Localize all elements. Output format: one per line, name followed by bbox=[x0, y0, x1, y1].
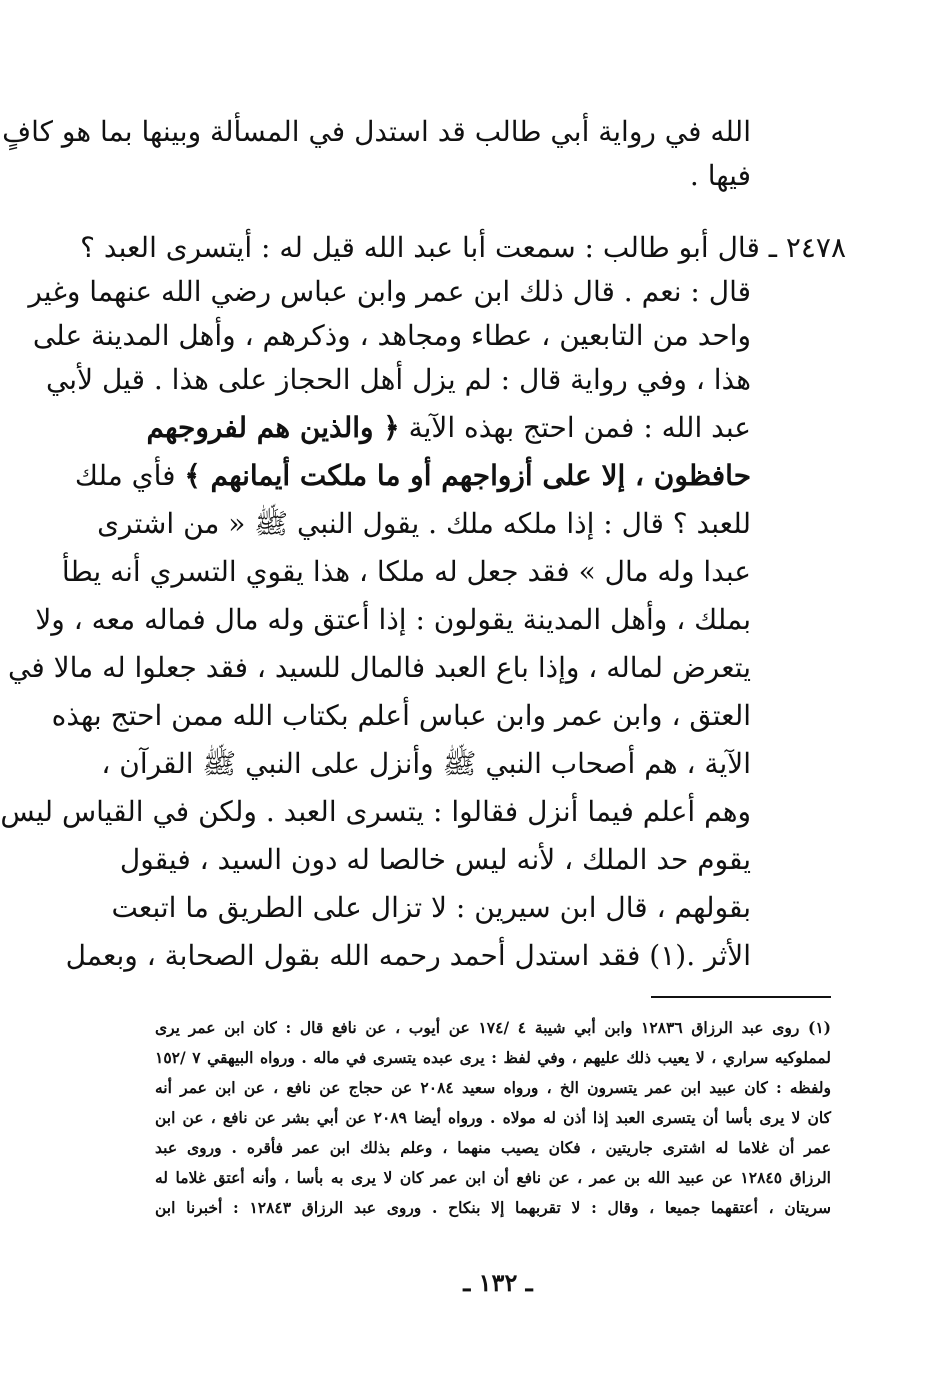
quran-verse: حافظون ، إلا على أزواجهم أو ما ملكت أيمانهم ﴾ bbox=[184, 459, 751, 492]
entry-number: ٢٤٧٨ ـ bbox=[768, 231, 846, 264]
intro-line: فيها . bbox=[689, 159, 751, 192]
entry-text: فأي ملك bbox=[74, 459, 176, 492]
footnote-line: ولفظه : كان عبيد ابن عمر يتسرون الخ ، ورواه سعيد ٢٠٨٤ عن حجاج عن نافع ، عن ابن عمر أنه bbox=[155, 1078, 831, 1097]
page-number: ـ ١٣٢ ـ bbox=[463, 1268, 533, 1297]
entry-line: يتعرض لماله ، وإذا باع العبد فالمال للسيد ، فقد جعلوا له مالا في bbox=[8, 651, 751, 684]
entry-text: عبد الله : فمن احتج بهذه الآية bbox=[408, 411, 751, 444]
footnote-line: (١) روى عبد الرزاق ١٢٨٣٦ وابن أبي شيبة ٤ /١٧٤ عن أيوب ، عن نافع قال : كان ابن عمر يرى bbox=[155, 1018, 832, 1037]
entry-line: هذا ، وفي رواية قال : لم يزل أهل الحجاز على هذا . قيل لأبي bbox=[45, 363, 751, 396]
entry-line: وهم أعلم فيما أنزل فقالوا : يتسرى العبد . ولكن في القياس ليس bbox=[0, 795, 751, 828]
entry-line: للعبد ؟ قال : إذا ملكه ملك . يقول النبي ﷺ « من اشترى bbox=[97, 507, 751, 540]
entry-heading-line bbox=[80, 226, 846, 270]
entry-line bbox=[146, 406, 751, 450]
entry-line: العتق ، وابن عمر وابن عباس أعلم بكتاب الله ممن احتج بهذه bbox=[51, 699, 751, 732]
footnote-line: كان لا يرى بأسا أن يتسرى العبد إذا أذن له مولاه . ورواه أيضا ٢٠٨٩ عن أبي بشر عن نافع ، عن ابن bbox=[155, 1108, 831, 1127]
entry-line: الآية ، هم أصحاب النبي ﷺ وأنزل على النبي ﷺ القرآن ، bbox=[101, 747, 751, 780]
footnote-separator bbox=[651, 996, 831, 998]
entry-line: واحد من التابعين ، عطاء ومجاهد ، وذكرهم ، وأهل المدينة على bbox=[32, 319, 751, 352]
footnote-line: الرزاق ١٢٨٤٥ عن عبيد الله بن عمر ، عن نافع أن ابن عمر كان لا يرى به بأسا ، وأنه أعتق غلاما له bbox=[155, 1168, 831, 1187]
footnote-line: لمملوكيه سراري ، لا يعيب ذلك عليهم ، وفي لفظ : يرى عبده يتسرى في ماله . ورواه البيهقي ٧ /١٥٢ bbox=[155, 1048, 831, 1067]
footnote-line: عمر أن غلاما له اشترى جاريتين ، فكان يصيب منهما ، وعلم بذلك ابن عمر فأقره . وروى عبد bbox=[155, 1138, 831, 1157]
entry-line: قال : نعم . قال ذلك ابن عمر وابن عباس رضي الله عنهما وغير bbox=[28, 275, 751, 308]
footnote-line: سريتان ، أعتقهما جميعا ، وقال : لا تقربهما إلا بنكاح . وروى عبد الرزاق ١٢٨٤٣ : أخبرنا ابن bbox=[155, 1198, 831, 1217]
quran-verse: ﴿ والذين هم لفروجهم bbox=[146, 411, 400, 444]
entry-line: بملك ، وأهل المدينة يقولون : إذا أعتق وله مال فماله معه ، ولا bbox=[35, 603, 751, 636]
entry-line: يقوم حد الملك ، لأنه ليس خالصا له دون السيد ، فيقول bbox=[119, 843, 751, 876]
intro-line: الله في رواية أبي طالب قد استدل في المسألة وبينها بما هو كافٍ bbox=[2, 115, 751, 148]
entry-line: الأثر .(١) فقد استدل أحمد رحمه الله بقول الصحابة ، وبعمل bbox=[65, 939, 751, 972]
entry-line: قال أبو طالب : سمعت أبا عبد الله قيل له : أيتسرى العبد ؟ bbox=[80, 231, 760, 264]
entry-line: عبدا وله مال » فقد جعل له ملكا ، هذا يقوي التسري أنه يطأ bbox=[61, 555, 751, 588]
entry-line: بقولهم ، قال ابن سيرين : لا تزال على الطريق ما اتبعت bbox=[111, 891, 751, 924]
entry-line bbox=[74, 454, 751, 498]
